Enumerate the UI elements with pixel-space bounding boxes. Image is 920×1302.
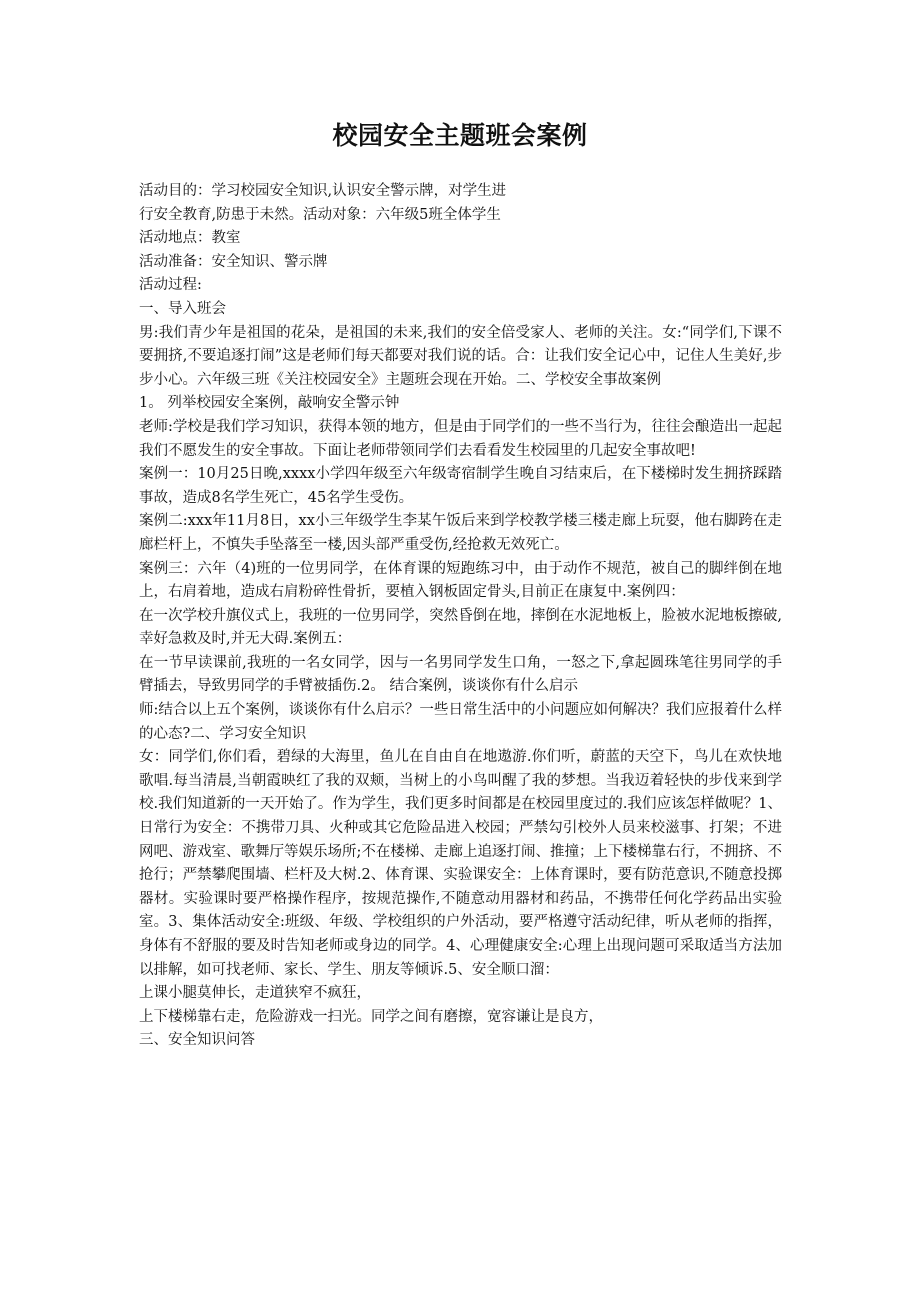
paragraph: 上课小腿莫伸长，走道狭窄不疯狂，: [139, 985, 371, 1002]
paragraph: 行安全教育,防患于未然。活动对象：六年级5班全体学生: [139, 206, 501, 223]
paragraph: 活动过程:: [139, 277, 202, 294]
paragraph: 活动准备：安全知识、警示牌: [139, 253, 328, 270]
paragraph: 活动地点：教室: [139, 230, 241, 247]
paragraph: 上下楼梯靠右走，危险游戏一扫光。同学之间有磨擦，宽容谦让是良方，: [139, 1008, 603, 1025]
paragraph: 男:我们青少年是祖国的花朵，是祖国的未来,我们的安全倍受家人、老师的关注。女:“同学们,下课不要拥挤,不要追逐打闹”这是老师们每天都要对我们说的话。合：让我们安全记心中，记住人生美好,步步小心。六年级三班《关注校园安全》主题班会现在开始。二、学校安全事故案例: [139, 324, 782, 388]
paragraph: 活动目的：学习校园安全知识,认识安全警示牌，对学生进: [139, 183, 507, 199]
paragraph: 在一节早读课前,我班的一名女同学，因与一名男同学发生口角，一怒之下,拿起圆珠笔往男同学的手臂插去，导致男同学的手臂被插伤.2。 结合案例，谈谈你有什么启示: [139, 654, 782, 695]
section-heading: 三、安全知识问答: [139, 1032, 255, 1049]
section-heading: 一、导入班会: [139, 300, 226, 317]
paragraph: 1。 列举校园安全案例，敲响安全警示钟: [139, 395, 400, 412]
document-body: [139, 180, 782, 1053]
document-title: 校园安全主题班会案例: [332, 121, 588, 150]
paragraph: 案例二:xxx年11月8日，xx小三年级学生李某午饭后来到学校教学楼三楼走廊上玩耍，他右脚跨在走廊栏杆上，不慎失手坠落至一楼,因头部严重受伤,经抢救无效死亡。: [139, 513, 782, 553]
paragraph: 案例一：10月25日晚,xxxx小学四年级至六年级寄宿制学生晚自习结束后，在下楼梯时发生拥挤踩踏事故，造成8名学生死亡，45名学生受伤。: [139, 466, 782, 506]
paragraph: 老师:学校是我们学习知识，获得本领的地方，但是由于同学们的一些不当行为，往往会酿造出一起起我们不愿发生的安全事故。下面让老师带领同学们去看看发生校园里的几起安全事故吧!: [139, 418, 782, 459]
paragraph: 在一次学校升旗仪式上，我班的一位男同学，突然昏倒在地，摔倒在水泥地板上，脸被水泥地板擦破,幸好急救及时,并无大碍.案例五：: [139, 607, 782, 648]
paragraph: 女：同学们,你们看，碧绿的大海里，鱼儿在自由自在地遨游.你们听，蔚蓝的天空下，鸟儿在欢快地歌唱.每当清晨,当朝霞映红了我的双颊，当树上的小鸟叫醒了我的梦想。当我迈着轻快的步伐来到学校.我们知道新的一天开始了。作为学生，我们更多时间都是在校园里度过的.我们应该怎样做呢？1、日常行为安全：不携带刀具、火种或其它危险品进入校园；严禁勾引校外人员来校滋事、打架；不进网吧、游戏室、歌舞厅等娱乐场所;不在楼梯、走廊上追逐打闹、推撞；上下楼梯靠右行，不拥挤、不抢行；严禁攀爬围墙、栏杆及大树.2、体育课、实验课安全：上体育课时，要有防范意识,不随意投掷器材。实验课时要严格操作程序，按规范操作,不随意动用器材和药品，不携带任何化学药品出实验室。3、集体活动安全:班级、年级、学校组织的户外活动，要严格遵守活动纪律，听从老师的指挥，身体有不舒服的要及时告知老师或身边的同学。4、心理健康安全:心理上出现问题可采取适当方法加以排解，如可找老师、家长、学生、朋友等倾诉.5、安全顺口溜：: [139, 749, 782, 978]
paragraph: 师:结合以上五个案例，谈谈你有什么启示？一些日常生活中的小问题应如何解决？我们应报着什么样的心态?二、学习安全知识: [139, 702, 782, 742]
paragraph: 案例三：六年（4)班的一位男同学，在体育课的短跑练习中，由于动作不规范，被自己的脚绊倒在地上，右肩着地，造成右肩粉碎性骨折，要植入钢板固定骨头,目前正在康复中.案例四：: [139, 560, 782, 601]
